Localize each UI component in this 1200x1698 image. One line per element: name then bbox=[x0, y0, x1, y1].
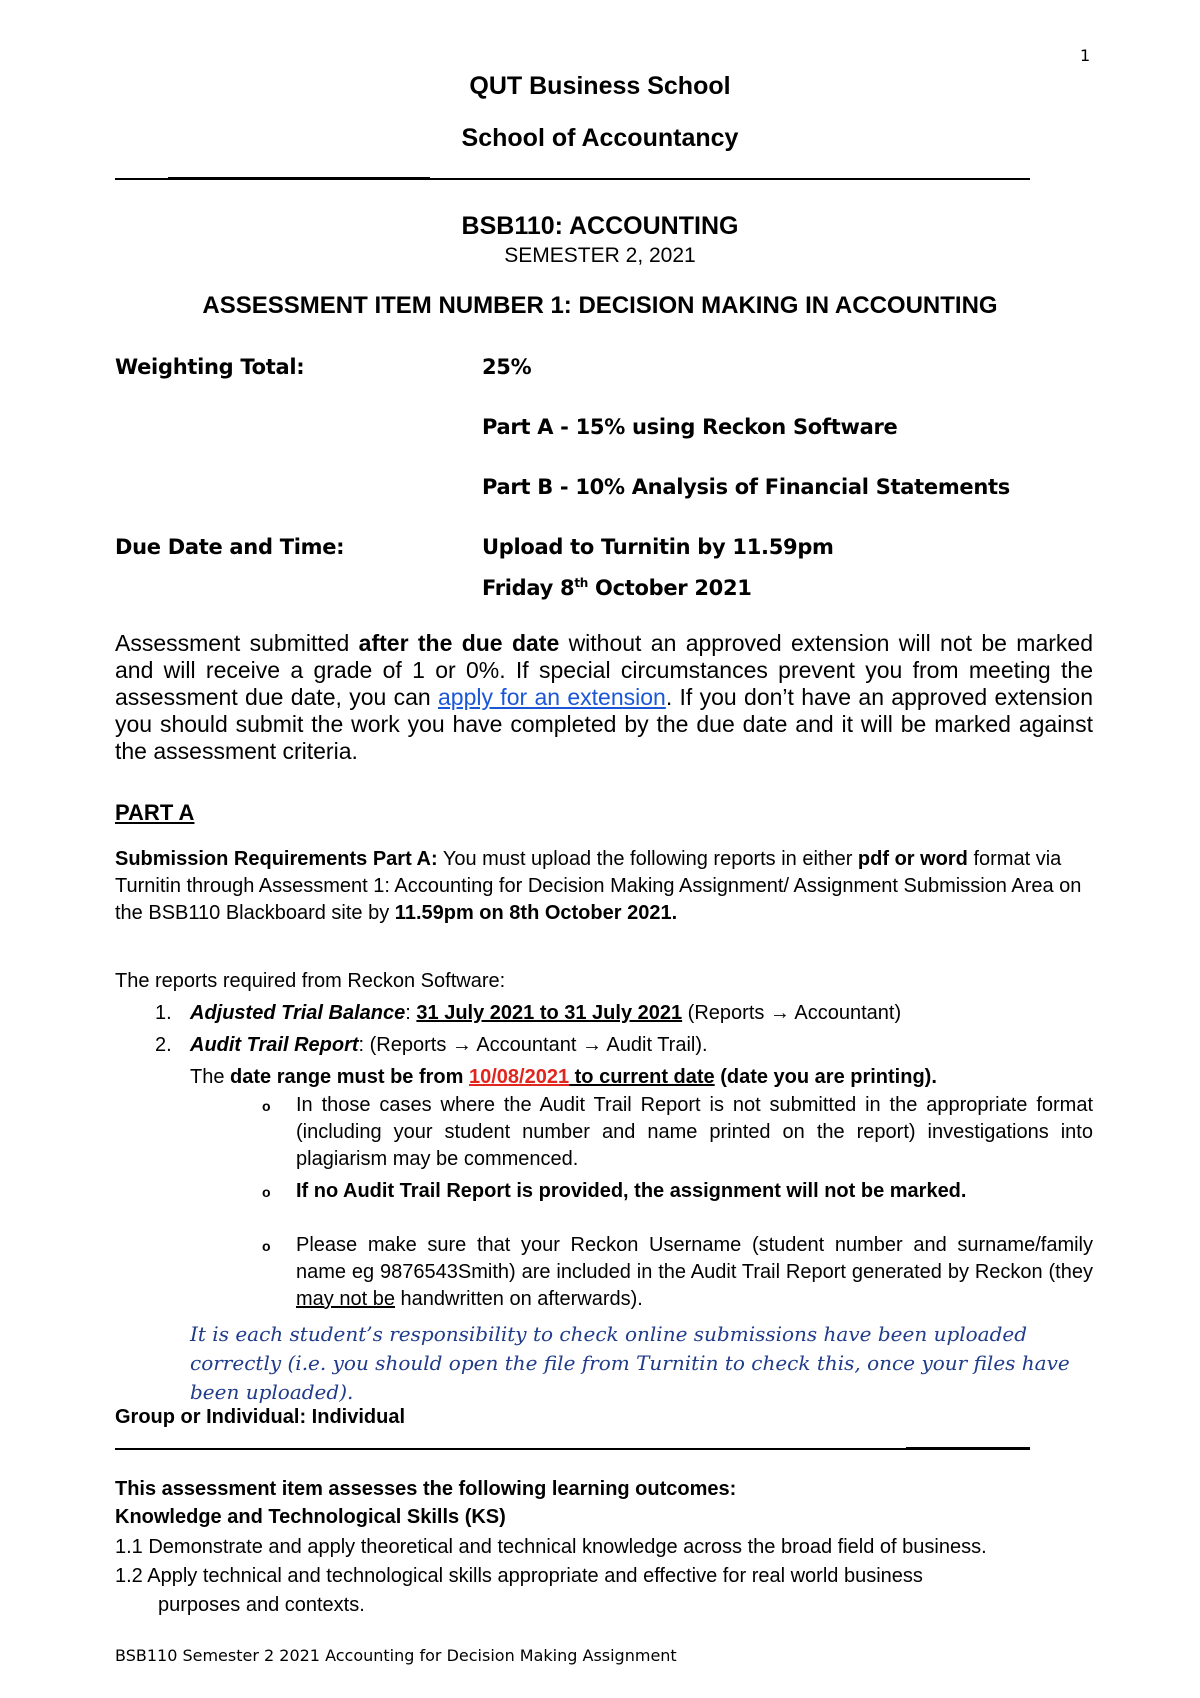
page-number: 1 bbox=[1080, 46, 1091, 65]
late-text-3: . If you don’t have an approved extension you should submit the work you have completed by the due date and it will be marked against the assessment criteria. bbox=[115, 684, 1093, 764]
due-line-2 bbox=[482, 576, 752, 600]
due-line-1: Upload to Turnitin by 11.59pm bbox=[482, 535, 834, 559]
weighting-part-b: Part B - 10% Analysis of Financial Statements bbox=[482, 475, 1010, 499]
late-text-bold: after the due date bbox=[358, 630, 560, 656]
outcome-1-2-line-2: purposes and contexts. bbox=[158, 1594, 365, 1616]
report-item-1 bbox=[190, 1000, 901, 1027]
report-item-2 bbox=[190, 1032, 708, 1059]
late-text-2: without an approved extension will not be marked and will receive a grade of 1 or 0%. If special circumstances prevent you from meeting the assessment due date, you can bbox=[115, 630, 1093, 710]
bullet-3-marker: o bbox=[262, 1238, 271, 1254]
late-policy-paragraph bbox=[115, 630, 1093, 765]
report-item-1-title: Adjusted Trial Balance bbox=[190, 1002, 406, 1024]
weighting-label: Weighting Total: bbox=[115, 355, 305, 379]
responsibility-note: It is each student’s responsibility to check online submissions have been uploaded correctly (i.e. you should open the file from Turnitin to check this, once your files have been uploaded). bbox=[190, 1322, 1070, 1404]
requirements-label: Submission Requirements Part A: bbox=[115, 848, 438, 870]
part-a-heading: PART A bbox=[115, 800, 195, 825]
report-item-2-path: : (Reports → Accountant → Audit Trail). bbox=[358, 1034, 708, 1056]
outcome-1-2-line-1: 1.2 Apply technical and technological skills appropriate and effective for real world business bbox=[115, 1565, 923, 1587]
date-range-start: 10/08/2021 bbox=[468, 1066, 570, 1088]
due-day: Friday 8 bbox=[482, 576, 575, 600]
requirements-text-1: You must upload the following reports in either bbox=[437, 848, 858, 870]
outcome-1-1: 1.1 Demonstrate and apply theoretical and technical knowledge across the broad field of business. bbox=[115, 1536, 987, 1558]
report-item-2-number: 2. bbox=[155, 1034, 172, 1056]
reports-intro: The reports required from Reckon Software: bbox=[115, 970, 506, 992]
group-label: Group or Individual: bbox=[115, 1406, 307, 1428]
group-value: Individual bbox=[306, 1406, 406, 1428]
bullet-1-text: In those cases where the Audit Trail Report is not submitted in the appropriate format (including your student number and name printed on the report) investigations into plagiarism may be commenced. bbox=[296, 1094, 1093, 1170]
page-footer: BSB110 Semester 2 2021 Accounting for Decision Making Assignment bbox=[115, 1646, 677, 1665]
bullet-3-part-1: Please make sure that your Reckon Username (student number and surname/family name eg 9876543Smith) are included in the Audit Trail Report generated by Reckon (they bbox=[296, 1234, 1093, 1283]
section-divider bbox=[115, 1448, 1030, 1450]
report-item-1-path: (Reports → Accountant) bbox=[682, 1002, 902, 1024]
date-range-note bbox=[190, 1064, 937, 1091]
report-item-1-number: 1. bbox=[155, 1002, 172, 1024]
weighting-part-a: Part A - 15% using Reckon Software bbox=[482, 415, 898, 439]
apply-extension-link[interactable]: apply for an extension bbox=[438, 684, 666, 710]
department-title: School of Accountancy bbox=[461, 124, 739, 152]
bullet-3-text bbox=[296, 1232, 1093, 1313]
semester-label: SEMESTER 2, 2021 bbox=[504, 244, 696, 267]
due-day-suffix: th bbox=[574, 576, 589, 590]
report-item-1-range: 31 July 2021 to 31 July 2021 bbox=[416, 1002, 683, 1024]
date-range-text: The bbox=[190, 1066, 231, 1088]
school-title: QUT Business School bbox=[469, 72, 731, 100]
due-label: Due Date and Time: bbox=[115, 535, 345, 559]
date-range-note-tail: (date you are printing). bbox=[714, 1066, 937, 1088]
requirements-deadline: 11.59pm on 8th October 2021. bbox=[394, 902, 678, 924]
bullet-2-marker: o bbox=[262, 1184, 271, 1200]
late-text-1: Assessment submitted bbox=[115, 630, 359, 656]
submission-requirements bbox=[115, 846, 1093, 927]
report-item-2-title: Audit Trail Report bbox=[190, 1034, 359, 1056]
section-divider-accent bbox=[906, 1447, 1030, 1450]
requirements-text-2: format via Turnitin through Assessment 1: Accounting for Decision Making Assignment/ Assignment Submission Area on the BSB110 Blackboard site by bbox=[115, 848, 1082, 924]
group-individual bbox=[115, 1404, 405, 1431]
bullet-2-text: If no Audit Trail Report is provided, the assignment will not be marked. bbox=[296, 1180, 967, 1202]
outcomes-heading: Knowledge and Technological Skills (KS) bbox=[115, 1506, 506, 1528]
report-item-1-colon: : bbox=[405, 1002, 417, 1024]
due-month: October 2021 bbox=[588, 576, 752, 600]
date-range-bold: date range must be from bbox=[230, 1066, 469, 1088]
bullet-3-underlined: may not be bbox=[296, 1288, 395, 1310]
bullet-1-marker: o bbox=[262, 1098, 271, 1114]
weighting-total: 25% bbox=[482, 355, 532, 379]
unit-title: BSB110: ACCOUNTING bbox=[461, 212, 739, 240]
bullet-3-part-2: handwritten on afterwards). bbox=[394, 1288, 643, 1310]
assessment-title: ASSESSMENT ITEM NUMBER 1: DECISION MAKING IN ACCOUNTING bbox=[202, 292, 998, 319]
outcomes-intro: This assessment item assesses the following learning outcomes: bbox=[115, 1478, 737, 1500]
date-range-end: to current date bbox=[569, 1066, 715, 1088]
header-divider-accent bbox=[168, 177, 430, 180]
requirements-format: pdf or word bbox=[857, 848, 968, 870]
